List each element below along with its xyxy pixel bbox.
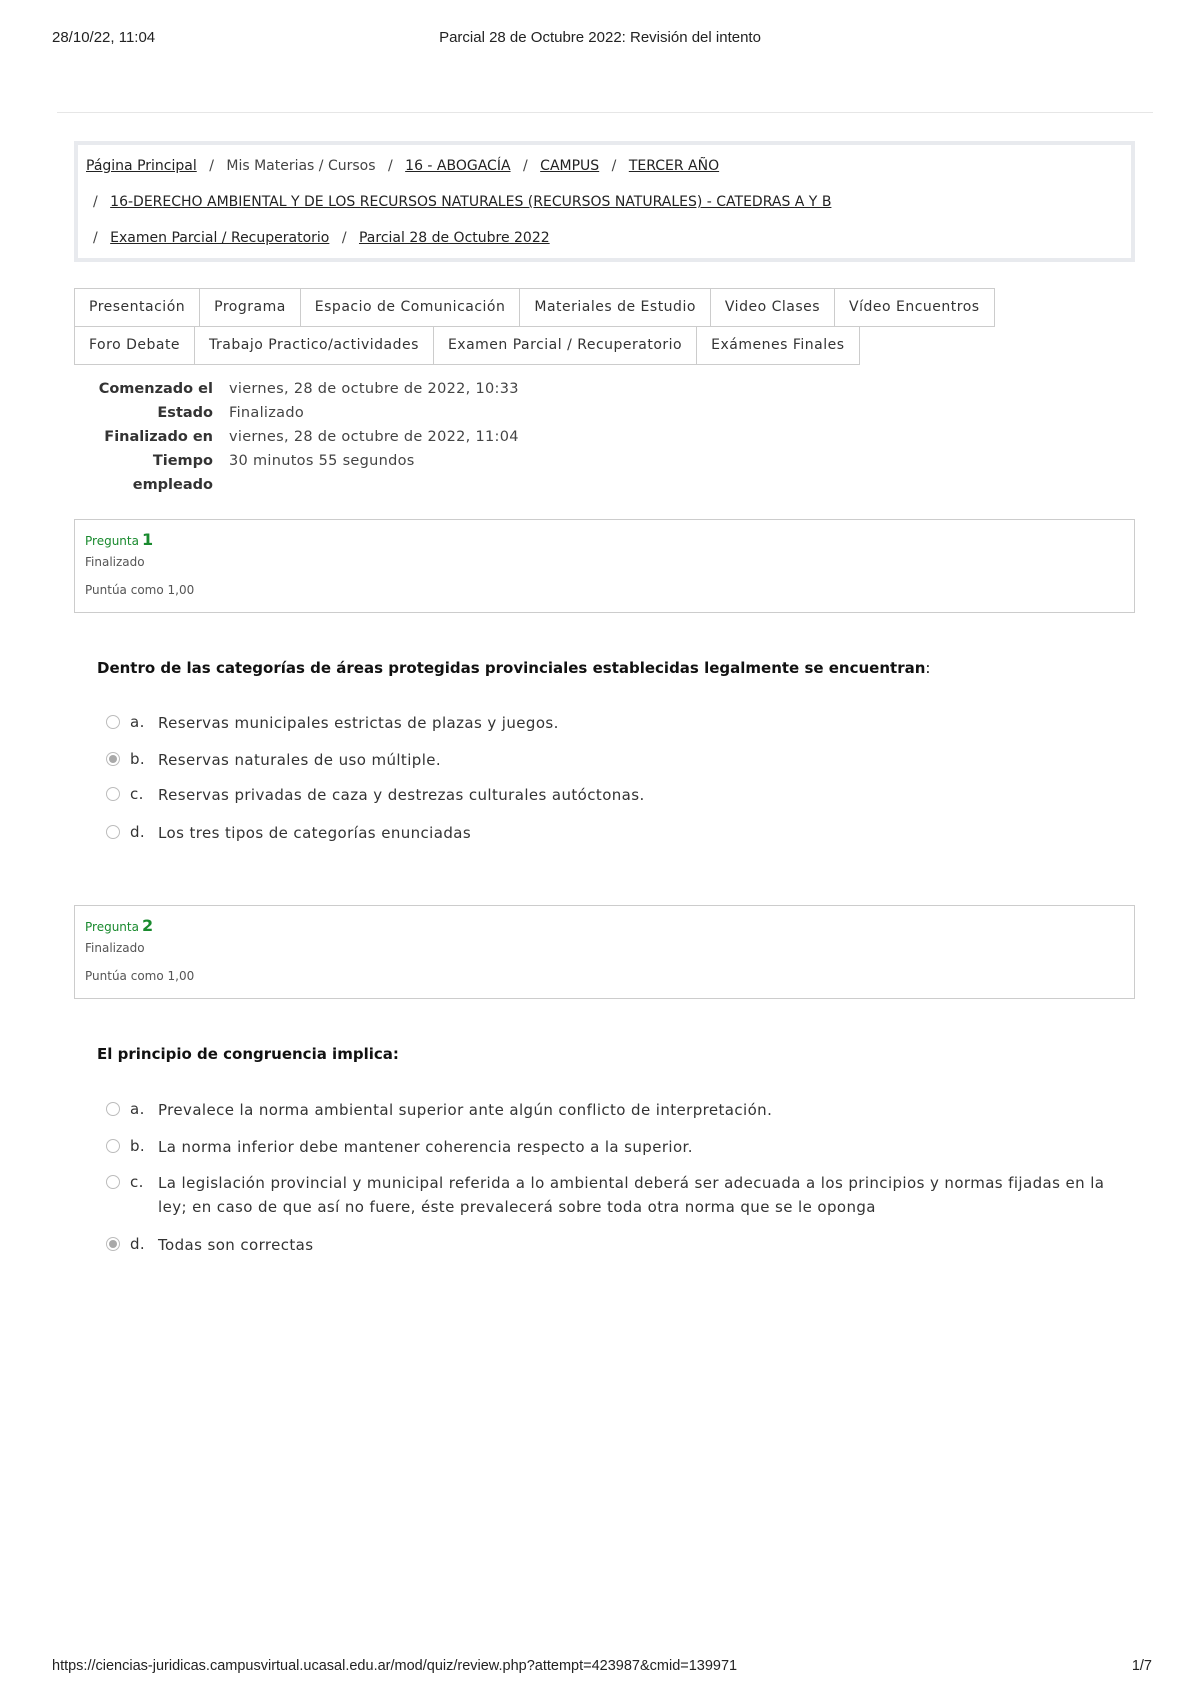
breadcrumb-section-link[interactable]: Examen Parcial / Recuperatorio: [110, 230, 330, 246]
question-label: Pregunta: [85, 920, 139, 934]
tab-foro-debate[interactable]: Foro Debate: [74, 326, 195, 365]
answer-option[interactable]: [106, 1098, 1118, 1120]
breadcrumb: [74, 141, 1135, 262]
tab-trabajo-practico[interactable]: Trabajo Practico/actividades: [194, 326, 434, 365]
tab-row-2: [74, 326, 1074, 364]
attempt-summary: [74, 377, 674, 497]
breadcrumb-separator: /: [93, 230, 98, 246]
summary-row-state: [74, 401, 674, 425]
summary-label: Comenzado el: [98, 381, 213, 397]
breadcrumb-quiz-link[interactable]: Parcial 28 de Octubre 2022: [358, 230, 550, 246]
breadcrumb-line-1: [86, 155, 1131, 191]
radio-button[interactable]: [106, 715, 120, 729]
question-state: Finalizado: [85, 941, 145, 955]
breadcrumb-separator: /: [611, 158, 617, 174]
breadcrumb-separator: /: [93, 194, 98, 210]
summary-label: [74, 449, 229, 497]
summary-label: Finalizado en: [104, 429, 213, 445]
print-page-title: Parcial 28 de Octubre 2022: Revisión del intento: [439, 29, 761, 46]
summary-label-part: Tiempo: [152, 453, 213, 469]
question-state: Finalizado: [85, 555, 145, 569]
question-number-value: 1: [141, 530, 154, 549]
answer-letter: a.: [130, 1100, 145, 1118]
breadcrumb-separator: /: [209, 158, 214, 174]
summary-value: viernes, 28 de octubre de 2022, 11:04: [229, 429, 519, 445]
summary-value: Finalizado: [229, 405, 305, 421]
print-datetime: 28/10/22, 11:04: [52, 29, 156, 46]
breadcrumb-line-3: [86, 227, 1131, 263]
summary-row-finished: [74, 425, 674, 449]
summary-row-started: [74, 377, 674, 401]
answer-option[interactable]: [106, 783, 1118, 805]
breadcrumb-year-link[interactable]: TERCER AÑO: [628, 158, 720, 174]
tab-video-encuentros[interactable]: Vídeo Encuentros: [834, 288, 995, 327]
answer-option[interactable]: [106, 1233, 1118, 1255]
answer-option[interactable]: [106, 748, 1118, 770]
answer-option[interactable]: [106, 1171, 1118, 1219]
answer-letter: d.: [130, 823, 146, 841]
answer-letter: b.: [130, 1137, 146, 1155]
tab-row-1: [74, 288, 1074, 326]
answer-option[interactable]: [106, 821, 1118, 843]
question-text-1: [97, 659, 930, 677]
tab-programa[interactable]: Programa: [199, 288, 301, 327]
question-grade: Puntúa como 1,00: [85, 969, 195, 983]
answer-option[interactable]: [106, 711, 1118, 733]
answer-text: La legislación provincial y municipal referida a lo ambiental deberá ser adecuada a los principios y normas fijadas en la ley; en caso de que así no fuere, éste prevalecerá sobre toda otra norma que se le oponga: [158, 1174, 1105, 1216]
summary-row-time: [74, 449, 674, 497]
question-text-2: [97, 1045, 399, 1063]
breadcrumb-line-2: [86, 191, 1131, 227]
answer-option[interactable]: [106, 1135, 1118, 1157]
course-tabs: [74, 288, 1074, 364]
question-text-suffix: :: [925, 659, 931, 677]
question-grade: Puntúa como 1,00: [85, 583, 195, 597]
breadcrumb-course-link[interactable]: 16-DERECHO AMBIENTAL Y DE LOS RECURSOS NATURALES (RECURSOS NATURALES) - CATEDRAS A Y B: [110, 194, 832, 210]
radio-button[interactable]: [106, 787, 120, 801]
summary-value: 30 minutos 55 segundos: [229, 453, 415, 469]
answer-text: Reservas municipales estrictas de plazas y juegos.: [158, 714, 559, 732]
question-info-1: [74, 519, 1135, 613]
summary-label: Estado: [157, 405, 213, 421]
question-text: El principio de congruencia implica:: [97, 1045, 399, 1063]
question-number: [85, 915, 1134, 937]
answer-text: Reservas privadas de caza y destrezas culturales autóctonas.: [158, 786, 645, 804]
answer-text: Prevalece la norma ambiental superior ante algún conflicto de interpretación.: [158, 1101, 773, 1119]
answer-letter: d.: [130, 1235, 146, 1253]
breadcrumb-separator: /: [523, 158, 528, 174]
answer-text: Reservas naturales de uso múltiple.: [158, 751, 442, 769]
answer-letter: a.: [130, 713, 145, 731]
radio-button[interactable]: [106, 825, 120, 839]
breadcrumb-campus-link[interactable]: CAMPUS: [540, 158, 600, 174]
summary-label-part: empleado: [132, 477, 213, 493]
breadcrumb-separator: /: [387, 158, 393, 174]
tab-examen-parcial[interactable]: Examen Parcial / Recuperatorio: [433, 326, 697, 365]
question-text: Dentro de las categorías de áreas protegidas provinciales establecidas legalmente se encuentran: [97, 659, 926, 677]
radio-button-selected[interactable]: [106, 752, 120, 766]
question-info-2: [74, 905, 1135, 999]
print-header: [0, 29, 1200, 49]
tab-video-clases[interactable]: Video Clases: [710, 288, 835, 327]
answer-text: Todas son correctas: [158, 1236, 314, 1254]
radio-button[interactable]: [106, 1175, 120, 1189]
question-label: Pregunta: [85, 534, 139, 548]
answer-letter: c.: [130, 1173, 144, 1191]
footer-url: https://ciencias-juridicas.campusvirtual.ucasal.edu.ar/mod/quiz/review.php?attempt=423987&cmid=139971: [52, 1658, 738, 1674]
radio-button-selected[interactable]: [106, 1237, 120, 1251]
breadcrumb-faculty-link[interactable]: 16 - ABOGACÍA: [405, 158, 511, 174]
answer-text: La norma inferior debe mantener coherencia respecto a la superior.: [158, 1138, 693, 1156]
answer-letter: c.: [130, 785, 144, 803]
tab-examenes-finales[interactable]: Exámenes Finales: [696, 326, 859, 365]
question-number-value: 2: [141, 916, 154, 935]
breadcrumb-my-subjects: Mis Materias / Cursos: [226, 158, 376, 174]
summary-value: viernes, 28 de octubre de 2022, 10:33: [229, 381, 519, 397]
header-divider: [57, 112, 1153, 113]
tab-espacio-comunicacion[interactable]: Espacio de Comunicación: [300, 288, 521, 327]
radio-button[interactable]: [106, 1102, 120, 1116]
answer-text: Los tres tipos de categorías enunciadas: [158, 824, 472, 842]
radio-button[interactable]: [106, 1139, 120, 1153]
tab-materiales-estudio[interactable]: Materiales de Estudio: [519, 288, 711, 327]
breadcrumb-home-link[interactable]: Página Principal: [86, 158, 197, 174]
tab-presentacion[interactable]: Presentación: [74, 288, 200, 327]
question-number: [85, 529, 1134, 551]
breadcrumb-separator: /: [341, 230, 347, 246]
footer-page-number: 1/7: [1131, 1658, 1152, 1674]
answer-letter: b.: [130, 750, 146, 768]
